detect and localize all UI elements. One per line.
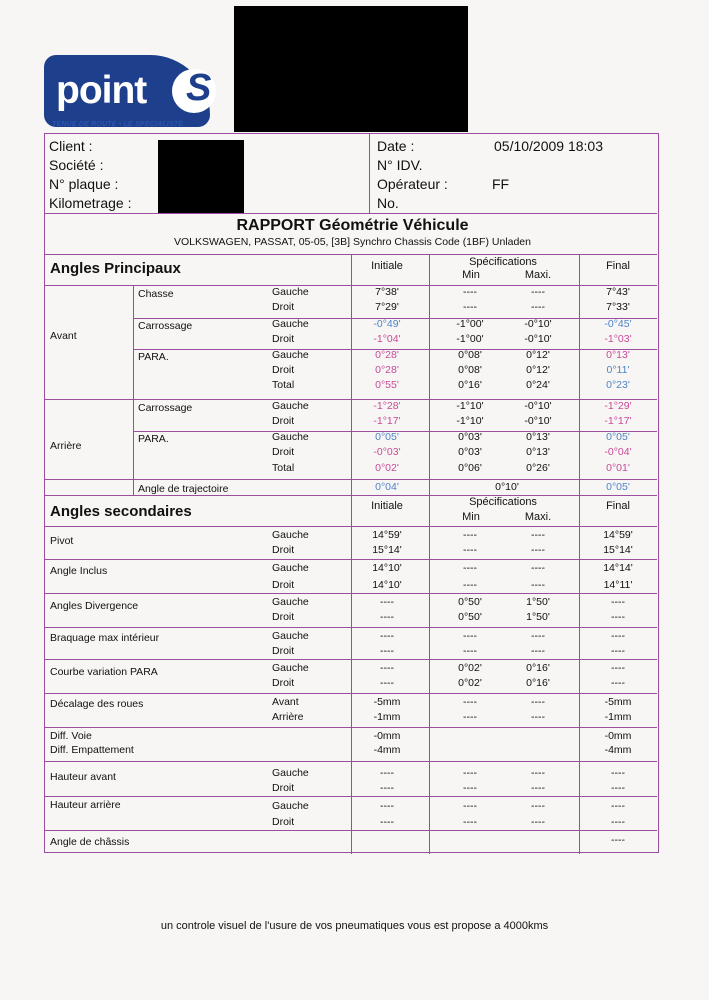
secondary-side-label: Gauche [272, 662, 309, 674]
secondary-final: 14°14' [603, 562, 633, 574]
principal-initial: 0°02' [375, 462, 399, 474]
secondary-final: 14°59' [603, 529, 633, 541]
secondary-row-label: Diff. Empattement [50, 744, 134, 756]
secondary-max: ---- [531, 544, 545, 556]
secondary-side-label: Gauche [272, 596, 309, 608]
secondary-final: ---- [611, 767, 625, 779]
secondary-max: ---- [531, 562, 545, 574]
secondary-row-label: Diff. Voie [50, 730, 92, 742]
secondary-initial: ---- [380, 662, 394, 674]
trajectoire-initial: 0°04' [375, 481, 399, 493]
secondary-min: ---- [463, 696, 477, 708]
secondary-final: -0mm [604, 730, 632, 742]
secondary-row-label: Angle Inclus [50, 565, 108, 577]
principal-min: 0°08' [458, 364, 482, 376]
secondary-min: ---- [463, 711, 477, 723]
principal-side-label: Gauche [272, 400, 309, 412]
secondary-final: ---- [611, 662, 625, 674]
col-line-final [579, 254, 580, 854]
principal-group-label: Carrossage [138, 320, 193, 332]
secondary-initial: ---- [380, 800, 394, 812]
secondary-side-label: Droit [272, 816, 295, 828]
secondary-max: ---- [531, 696, 545, 708]
principal-initial: 0°28' [375, 349, 399, 361]
principal-group-label: Chasse [138, 288, 174, 300]
principal-final: 0°23' [606, 379, 630, 391]
principal-final: 7°33' [606, 301, 630, 313]
secondary-initial: ---- [380, 677, 394, 689]
logo-tagline: TENUE DE ROUTE • LE SPÉCIALISTE [52, 121, 184, 128]
report-title: RAPPORT Géométrie Véhicule [236, 217, 469, 234]
principal-max: 0°26' [526, 462, 550, 474]
secondary-initial: ---- [380, 767, 394, 779]
secondary-side-label: Gauche [272, 630, 309, 642]
principal-max: ---- [531, 301, 545, 313]
secondary-side-label: Droit [272, 677, 295, 689]
trajectoire-final: 0°05' [606, 481, 630, 493]
secondary-min: ---- [463, 562, 477, 574]
secondary-final: -4mm [604, 744, 632, 756]
principal-min: 0°03' [458, 446, 482, 458]
geometry-report-sheet [44, 133, 659, 853]
principal-max: -0°10' [524, 415, 552, 427]
secondary-min: ---- [463, 529, 477, 541]
principal-min: ---- [463, 301, 477, 313]
principal-max: 0°24' [526, 379, 550, 391]
secondary-side-label: Gauche [272, 800, 309, 812]
principal-side-label: Droit [272, 415, 295, 427]
principal-min: -1°00' [456, 333, 484, 345]
secondary-initial: -1mm [373, 711, 401, 723]
principal-final: 7°43' [606, 286, 630, 298]
secondary-min: 0°50' [458, 611, 482, 623]
plaque-label: N° plaque : [49, 176, 119, 192]
secondary-initial: ---- [380, 816, 394, 828]
societe-label: Société : [49, 157, 104, 173]
trajectoire-label: Angle de trajectoire [138, 483, 229, 495]
secondary-initial: 14°59' [372, 529, 402, 541]
secondary-initial: ---- [380, 630, 394, 642]
col-initiale: Initiale [371, 260, 403, 272]
avant-label: Avant [50, 330, 77, 342]
secondary-section-title: Angles secondaires [50, 503, 192, 520]
col-min-secondary: Min [462, 511, 480, 523]
secondary-max: 0°16' [526, 677, 550, 689]
secondary-max: 1°50' [526, 611, 550, 623]
operateur-value: FF [492, 176, 510, 192]
secondary-side-label: Arrière [272, 711, 304, 723]
col-specs: Spécifications [469, 256, 537, 268]
client-label: Client : [49, 138, 93, 154]
col-line-specs [429, 254, 430, 854]
secondary-max: ---- [531, 645, 545, 657]
principal-min: -1°10' [456, 415, 484, 427]
secondary-row-label: Angle de châssis [50, 836, 130, 848]
principal-initial: -0°49' [373, 318, 401, 330]
col-final: Final [606, 260, 630, 272]
principal-section-title: Angles Principaux [50, 260, 181, 277]
secondary-max: 1°50' [526, 596, 550, 608]
secondary-final: ---- [611, 596, 625, 608]
principal-min: -1°10' [456, 400, 484, 412]
col-initiale-secondary: Initiale [371, 500, 403, 512]
idv-label: N° IDV. [377, 157, 423, 173]
secondary-max: ---- [531, 782, 545, 794]
secondary-final: ---- [611, 816, 625, 828]
principal-initial: 7°38' [375, 286, 399, 298]
secondary-initial: -0mm [373, 730, 401, 742]
principal-max: -0°10' [524, 400, 552, 412]
col-specs-secondary: Spécifications [469, 496, 537, 508]
operateur-label: Opérateur : [377, 176, 448, 192]
logo-brand: point [56, 69, 147, 112]
secondary-initial: 14°10' [372, 562, 402, 574]
secondary-final: ---- [611, 611, 625, 623]
secondary-min: ---- [463, 630, 477, 642]
principal-initial: -1°04' [373, 333, 401, 345]
secondary-max: ---- [531, 630, 545, 642]
principal-final: 0°05' [606, 431, 630, 443]
col-maxi: Maxi. [524, 269, 552, 281]
principal-min: 0°08' [458, 349, 482, 361]
secondary-min: ---- [463, 645, 477, 657]
secondary-side-label: Avant [272, 696, 299, 708]
secondary-min: ---- [463, 767, 477, 779]
principal-initial: 0°05' [375, 431, 399, 443]
col-line-initiale [351, 254, 352, 854]
redacted-block-top [234, 6, 468, 132]
principal-group-label: PARA. [138, 433, 169, 445]
principal-side-label: Droit [272, 301, 295, 313]
secondary-max: ---- [531, 800, 545, 812]
point-s-logo [44, 55, 210, 127]
col-maxi-secondary: Maxi. [524, 511, 552, 523]
secondary-row-label: Pivot [50, 535, 74, 547]
secondary-side-label: Gauche [272, 529, 309, 541]
secondary-side-label: Gauche [272, 767, 309, 779]
secondary-row-label: Hauteur avant [50, 771, 116, 783]
principal-side-label: Gauche [272, 286, 309, 298]
principal-side-label: Total [272, 379, 295, 391]
secondary-max: ---- [531, 816, 545, 828]
principal-min: -1°00' [456, 318, 484, 330]
secondary-max: ---- [531, 767, 545, 779]
footer-note: un controle visuel de l'usure de vos pneumatiques vous est propose a 4000kms [160, 920, 549, 932]
header-bottom-line [45, 213, 657, 214]
secondary-max: 0°16' [526, 662, 550, 674]
secondary-final: 14°11' [603, 579, 633, 591]
date-value: 05/10/2009 18:03 [494, 138, 603, 154]
secondary-final: -5mm [604, 696, 632, 708]
secondary-initial: ---- [380, 596, 394, 608]
principal-max: 0°13' [526, 431, 550, 443]
principal-max: -0°10' [524, 318, 552, 330]
secondary-min: ---- [463, 579, 477, 591]
secondary-final: ---- [611, 677, 625, 689]
date-label: Date : [377, 138, 415, 154]
no-label: No. [377, 195, 399, 211]
secondary-initial: 14°10' [372, 579, 402, 591]
principal-initial: -0°03' [373, 446, 401, 458]
secondary-side-label: Droit [272, 611, 295, 623]
logo-brand-letter: S [186, 67, 212, 109]
secondary-final: ---- [611, 834, 625, 846]
secondary-row-label: Braquage max intérieur [50, 632, 160, 644]
secondary-final: ---- [611, 782, 625, 794]
secondary-side-label: Droit [272, 782, 295, 794]
principal-final: -1°03' [604, 333, 632, 345]
col-final-secondary: Final [606, 500, 630, 512]
secondary-final: ---- [611, 800, 625, 812]
principal-initial: -1°17' [373, 415, 401, 427]
header-divider [369, 134, 370, 213]
principal-final: -1°29' [604, 400, 632, 412]
principal-final: 0°11' [606, 364, 630, 376]
secondary-side-label: Droit [272, 645, 295, 657]
secondary-final: ---- [611, 645, 625, 657]
principal-final: -0°45' [604, 318, 632, 330]
secondary-min: 0°02' [458, 662, 482, 674]
principal-side-label: Droit [272, 364, 295, 376]
principal-final: 0°13' [606, 349, 630, 361]
secondary-initial: -4mm [373, 744, 401, 756]
principal-group-label: Carrossage [138, 402, 193, 414]
secondary-final: ---- [611, 630, 625, 642]
principal-side-label: Total [272, 462, 295, 474]
principal-side-label: Droit [272, 446, 295, 458]
principal-side-label: Gauche [272, 431, 309, 443]
secondary-row-label: Décalage des roues [50, 698, 144, 710]
vehicle-subtitle: VOLKSWAGEN, PASSAT, 05-05, [3B] Synchro Chassis Code (1BF) Unladen [174, 236, 531, 248]
principal-max: ---- [531, 286, 545, 298]
principal-initial: 0°28' [375, 364, 399, 376]
secondary-row-label: Angles Divergence [50, 600, 139, 612]
trajectoire-spec: 0°10' [495, 481, 519, 493]
secondary-side-label: Droit [272, 579, 295, 591]
principal-min: 0°16' [458, 379, 482, 391]
secondary-final: -1mm [604, 711, 632, 723]
arriere-label: Arrière [50, 440, 82, 452]
secondary-row-label: Courbe variation PARA [50, 666, 158, 678]
principal-initial: -1°28' [373, 400, 401, 412]
secondary-initial: ---- [380, 782, 394, 794]
principal-max: 0°13' [526, 446, 550, 458]
secondary-initial: -5mm [373, 696, 401, 708]
secondary-min: ---- [463, 800, 477, 812]
secondary-initial: ---- [380, 645, 394, 657]
secondary-max: ---- [531, 579, 545, 591]
secondary-min: ---- [463, 816, 477, 828]
principal-side-label: Gauche [272, 318, 309, 330]
principal-max: 0°12' [526, 349, 550, 361]
principal-side-label: Droit [272, 333, 295, 345]
secondary-max: ---- [531, 529, 545, 541]
principal-initial: 0°55' [375, 379, 399, 391]
principal-final: -0°04' [604, 446, 632, 458]
col-min: Min [462, 269, 480, 281]
secondary-final: 15°14' [603, 544, 633, 556]
redacted-block-client [158, 140, 244, 213]
km-label: Kilometrage : [49, 195, 132, 211]
principal-final: -1°17' [604, 415, 632, 427]
principal-min: 0°03' [458, 431, 482, 443]
secondary-min: 0°50' [458, 596, 482, 608]
secondary-initial: ---- [380, 611, 394, 623]
principal-side-label: Gauche [272, 349, 309, 361]
secondary-initial: 15°14' [372, 544, 402, 556]
secondary-side-label: Gauche [272, 562, 309, 574]
principal-initial: 7°29' [375, 301, 399, 313]
secondary-min: ---- [463, 782, 477, 794]
group-column-line [133, 285, 134, 495]
principal-min: ---- [463, 286, 477, 298]
principal-group-label: PARA. [138, 351, 169, 363]
secondary-min: 0°02' [458, 677, 482, 689]
secondary-row-label: Hauteur arrière [50, 799, 121, 811]
secondary-side-label: Droit [272, 544, 295, 556]
secondary-min: ---- [463, 544, 477, 556]
principal-min: 0°06' [458, 462, 482, 474]
secondary-max: ---- [531, 711, 545, 723]
principal-max: 0°12' [526, 364, 550, 376]
principal-final: 0°01' [606, 462, 630, 474]
principal-max: -0°10' [524, 333, 552, 345]
